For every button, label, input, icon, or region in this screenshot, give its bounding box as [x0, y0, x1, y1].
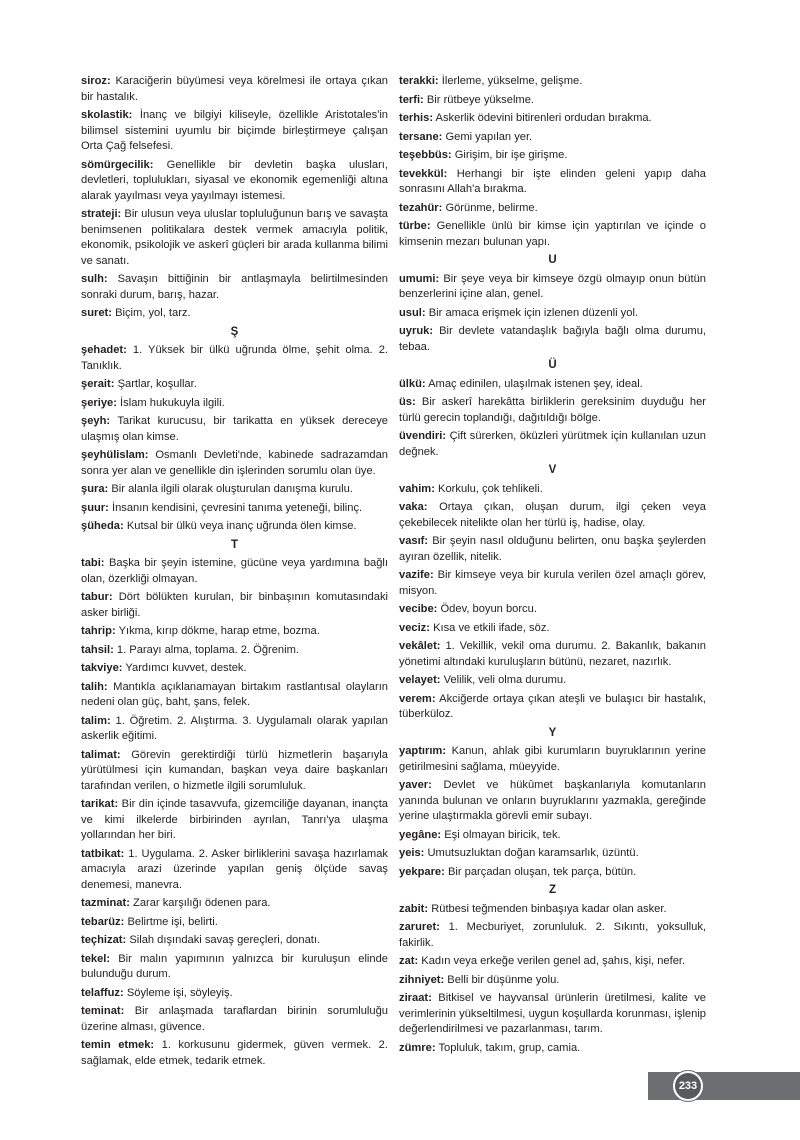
- entry-definition: 1. Parayı alma, toplama. 2. Öğrenim.: [116, 643, 299, 656]
- glossary-entry: [81, 624, 388, 640]
- page-number-badge: [672, 1070, 704, 1102]
- entry-term: vasıf:: [399, 535, 429, 547]
- glossary-entry: [81, 519, 388, 535]
- entry-definition: Velilik, veli olma durumu.: [443, 674, 567, 686]
- entry-term: türbe:: [399, 220, 431, 232]
- page-number: 233: [675, 1073, 701, 1099]
- glossary-entry: [81, 952, 388, 983]
- glossary-entry: [81, 306, 388, 322]
- glossary-entry: [81, 915, 388, 931]
- entry-definition: Görevin gerektirdiği türlü hizmetlerin başarıyla yürütülmesi için kumandan, başkan veya daire başkanları tarafından verilen, o hizmetle ilgili sorumluluk.: [81, 748, 388, 792]
- entry-definition: 1. Yüksek bir ülkü uğrunda ölme, şehit olma. 2. Tanıklık.: [81, 344, 388, 372]
- entry-term: şura:: [81, 483, 109, 495]
- entry-definition: İslam hukukuyla ilgili.: [120, 396, 225, 409]
- entry-term: talimat:: [81, 748, 121, 761]
- glossary-entry: [81, 414, 388, 445]
- entry-term: teşebbüs:: [399, 149, 452, 161]
- glossary-entry: [81, 158, 388, 205]
- entry-definition: Tarikat kurucusu, bir tarikatta en yüksek dereceye ulaşmış olan kimse.: [81, 415, 388, 443]
- entry-term: teçhizat:: [81, 934, 127, 946]
- entry-definition: Girişim, bir işe girişme.: [454, 149, 568, 161]
- entry-term: yeis:: [399, 847, 425, 859]
- entry-term: takviye:: [81, 662, 123, 674]
- glossary-entry: [399, 130, 706, 146]
- letter-heading: Y: [548, 726, 557, 739]
- entry-term: vahim:: [399, 482, 435, 495]
- entry-term: şehadet:: [81, 344, 127, 356]
- entry-definition: Bitkisel ve hayvansal ürünlerin üretilmesi, kalite ve verimlerinin yükseltilmesi, uygun koşullarda korunması, işlenip değerlendirilmesi ve pazarlanması, tarım.: [399, 992, 706, 1035]
- entry-term: tahrip:: [81, 625, 116, 637]
- glossary-entry: [399, 534, 706, 565]
- entry-term: tazminat:: [81, 897, 130, 909]
- entry-term: tatbikat:: [81, 847, 125, 860]
- entry-definition: Başka bir şeyin istemine, gücüne veya yardımına bağlı olan, özerkliği olmayan.: [81, 557, 388, 585]
- entry-term: zihniyet:: [399, 973, 445, 986]
- entry-definition: Bir askerî harekâtta birliklerin gereksinim duyduğu her türlü gerecin toplandığı, dağıtıldığı bölge.: [399, 396, 706, 424]
- glossary-entry: [81, 847, 388, 894]
- glossary-entry: [399, 991, 706, 1038]
- entry-definition: Bir şeye veya bir kimseye özgü olmayıp onun bütün benzerlerini içine alan, genel.: [399, 272, 706, 300]
- glossary-entry: [399, 673, 706, 689]
- letter-heading: Ü: [548, 359, 557, 371]
- glossary-entry: [399, 902, 706, 918]
- entry-definition: Görünme, belirme.: [445, 201, 538, 214]
- entry-term: temin etmek:: [81, 1039, 155, 1051]
- entry-term: teminat:: [81, 1005, 125, 1017]
- entry-definition: 1. korkusunu gidermek, güven vermek. 2. sağlamak, elde etmek, tedarik etmek.: [81, 1039, 388, 1067]
- glossary-entry: [399, 93, 706, 109]
- entry-definition: Bir kimseye veya bir kurula verilen özel amaçlı görev, misyon.: [399, 569, 706, 597]
- entry-term: şeyhülislam:: [81, 449, 149, 461]
- entry-term: zümre:: [399, 1041, 436, 1054]
- entry-term: sulh:: [81, 273, 108, 285]
- glossary-entry: [399, 148, 706, 164]
- entry-definition: Kanun, ahlak gibi kurumların buyruklarının yerine getirilmesini sağlama, müeyyide.: [399, 745, 706, 773]
- entry-term: yaver:: [399, 779, 432, 791]
- entry-term: vazife:: [399, 569, 434, 581]
- entry-term: şüheda:: [81, 520, 124, 532]
- entry-definition: Çift sürerken, öküzleri yürütmek için kullanılan uzun değnek.: [399, 430, 706, 458]
- entry-definition: Kısa ve etkili ifade, söz.: [433, 621, 550, 634]
- entry-term: ülkü:: [399, 377, 426, 390]
- entry-term: zat:: [399, 955, 419, 967]
- glossary-entry: [81, 714, 388, 745]
- entry-definition: Belirtme işi, belirti.: [127, 915, 218, 928]
- entry-definition: Rütbesi teğmenden binbaşıya kadar olan asker.: [431, 902, 667, 915]
- glossary-entry: [399, 395, 706, 426]
- footer-band: [648, 1072, 800, 1100]
- glossary-entry: [399, 377, 706, 393]
- glossary-entry: [399, 111, 706, 127]
- entry-term: ziraat:: [399, 992, 432, 1004]
- letter-heading: Ş: [230, 325, 239, 338]
- glossary-entry: [399, 602, 706, 618]
- letter-heading: V: [548, 464, 557, 476]
- glossary-entry: [399, 744, 706, 775]
- glossary-entry: [399, 865, 706, 881]
- entry-definition: Akciğerde ortaya çıkan ateşli ve bulaşıcı bir hastalık, tüberküloz.: [399, 692, 706, 720]
- glossary-entry: [81, 986, 388, 1002]
- entry-term: şeyh:: [81, 415, 111, 427]
- glossary-entry: [399, 306, 706, 322]
- glossary-entry: [81, 590, 388, 621]
- glossary-entry: [399, 74, 706, 90]
- glossary-page: [81, 74, 729, 1084]
- glossary-entry: [81, 396, 388, 412]
- entry-term: tebarüz:: [81, 915, 125, 928]
- glossary-entry: [81, 377, 388, 393]
- glossary-entry: [399, 954, 706, 970]
- entry-term: vecibe:: [399, 603, 438, 615]
- letter-heading: U: [548, 254, 557, 266]
- entry-definition: Eşi olmayan biricik, tek.: [444, 828, 561, 841]
- glossary-entry: [81, 643, 388, 659]
- entry-term: tezahür:: [399, 201, 443, 214]
- entry-definition: İnanç ve bilgiyi kiliseyle, özellikle Aristotales'in bilimsel sistemini uyumlu bir biçimde birleştirmeye çalışan Orta Çağ felsefesi.: [81, 109, 388, 152]
- entry-term: siroz:: [81, 75, 111, 87]
- entry-term: tersane:: [399, 130, 443, 143]
- glossary-entry: [81, 797, 388, 844]
- entry-definition: Osmanlı Devleti'nde, kabinede sadrazamdan sonra yer alan ve genellikle din işlerinden sorumlu olan üye.: [81, 449, 388, 477]
- entry-definition: Ödev, boyun borcu.: [440, 603, 537, 615]
- entry-definition: Genellikle bir devletin başka ulusları, devletleri, toplulukları, siyasal ve ekonomik egemenliği altına alarak yayılması veya yayılmayı istemesi.: [81, 158, 388, 202]
- glossary-entry: [81, 74, 388, 105]
- glossary-entry: [399, 692, 706, 723]
- entry-definition: Söyleme işi, söyleyiş.: [126, 986, 233, 999]
- glossary-entry: [81, 680, 388, 711]
- entry-term: terhis:: [399, 112, 434, 124]
- glossary-entry: [81, 448, 388, 479]
- entry-definition: Bir ulusun veya uluslar topluluğunun barış ve savaşta benimsenen politikalara destek vermek amacıyla politik, ekonomik, psikolojik ve askerî güçleri bir arada kullanma bilimi ve sanatı.: [81, 208, 388, 267]
- entry-definition: Topluluk, takım, grup, camia.: [438, 1041, 581, 1054]
- entry-definition: Bir amaca erişmek için izlenen düzenli yol.: [428, 306, 639, 319]
- entry-definition: Savaşın bittiğinin bir antlaşmayla belirtilmesinden sonraki durum, barış, hazar.: [81, 273, 388, 301]
- entry-definition: Devlet ve hükûmet başkanlarıyla komutanların yanında bulunan ve onların buyruklarını yazmakla, gereğinde yerine ulaştırmakla görevli emir subayı.: [399, 779, 706, 822]
- entry-definition: İlerleme, yükselme, gelişme.: [441, 75, 583, 87]
- entry-definition: Yardımcı kuvvet, destek.: [125, 662, 247, 674]
- glossary-entry: [81, 1004, 388, 1035]
- entry-definition: Bir rütbeye yükselme.: [426, 93, 534, 106]
- letter-heading: Z: [548, 884, 557, 896]
- entry-term: üs:: [399, 396, 416, 408]
- entry-definition: Belli bir düşünme yolu.: [447, 973, 560, 986]
- glossary-entry: [399, 429, 706, 460]
- entry-term: şeriye:: [81, 396, 117, 409]
- entry-term: zaruret:: [399, 921, 440, 933]
- entry-definition: Bir din içinde tasavvufa, gizemciliğe dayanan, inançta ve kimi ilkelerde birbirinden ayrılan, Tanrı'ya ulaşma yollarından her biri.: [81, 798, 388, 841]
- entry-term: umumi:: [399, 272, 440, 285]
- entry-definition: Silah dışındaki savaş gereçleri, donatı.: [129, 934, 321, 946]
- entry-term: şuur:: [81, 501, 109, 514]
- entry-term: veciz:: [399, 621, 430, 634]
- entry-definition: Bir devlete vatandaşlık bağıyla bağlı olma durumu, tebaa.: [399, 325, 706, 353]
- glossary-entry: [81, 343, 388, 374]
- entry-definition: Karaciğerin büyümesi veya körelmesi ile ortaya çıkan bir hastalık.: [81, 75, 388, 103]
- entry-term: yegâne:: [399, 828, 442, 841]
- glossary-entry: [81, 108, 388, 155]
- glossary-entry: [399, 1041, 706, 1057]
- entry-term: velayet:: [399, 674, 441, 686]
- entry-definition: Korkulu, çok tehlikeli.: [438, 482, 543, 495]
- glossary-entry: [399, 973, 706, 989]
- entry-definition: Yıkma, kırıp dökme, harap etme, bozma.: [118, 625, 320, 637]
- entry-definition: Biçim, yol, tarz.: [115, 307, 191, 319]
- entry-definition: 1. Öğretim. 2. Alıştırma. 3. Uygulamalı olarak yapılan askerlik eğitimi.: [81, 714, 388, 742]
- entry-term: yekpare:: [399, 865, 445, 878]
- glossary-entry: [81, 896, 388, 912]
- glossary-entry: [399, 201, 706, 217]
- entry-term: tevekkül:: [399, 167, 448, 180]
- entry-definition: Bir şeyin nasıl olduğunu belirten, onu başka şeylerden ayıran özellik, nitelik.: [399, 535, 706, 563]
- glossary-entry: [81, 207, 388, 269]
- glossary-entry: [399, 778, 706, 825]
- entry-term: tabi:: [81, 557, 105, 569]
- entry-term: terfi:: [399, 93, 424, 106]
- entry-term: strateji:: [81, 208, 122, 220]
- glossary-entry: [399, 828, 706, 844]
- entry-definition: 1. Uygulama. 2. Asker birliklerini savaşa hazırlamak amacıyla arazi üzerinde yapılan geniş ölçüde savaş denemesi, manevra.: [81, 847, 388, 891]
- entry-term: terakki:: [399, 75, 439, 87]
- entry-definition: Kadın veya erkeğe verilen genel ad, şahıs, kişi, nefer.: [421, 955, 686, 967]
- entry-term: usul:: [399, 306, 426, 319]
- entry-term: suret:: [81, 307, 112, 319]
- entry-definition: Bir malın yapımının yalnızca bir kuruluşun elinde bulunduğu durum.: [81, 952, 388, 980]
- entry-term: tekel:: [81, 952, 111, 965]
- entry-term: telaffuz:: [81, 986, 124, 999]
- glossary-entry: [81, 272, 388, 303]
- entry-term: verem:: [399, 692, 436, 705]
- glossary-entry: [81, 1038, 388, 1069]
- glossary-entry: [81, 661, 388, 677]
- entry-definition: Herhangi bir işte elinden geleni yapıp daha sonrasını Allah'a bırakma.: [399, 167, 706, 195]
- glossary-entry: [81, 501, 388, 517]
- glossary-entry: [399, 568, 706, 599]
- glossary-entry: [399, 324, 706, 355]
- entry-definition: Şartlar, koşullar.: [117, 378, 197, 390]
- entry-definition: Gemi yapılan yer.: [445, 130, 533, 143]
- entry-definition: Askerlik ödevini bitirenleri ordudan bırakma.: [435, 112, 652, 124]
- glossary-entry: [81, 933, 388, 949]
- entry-definition: İnsanın kendisini, çevresini tanıma yeteneği, bilinç.: [111, 501, 363, 514]
- glossary-entry: [81, 556, 388, 587]
- entry-definition: Ortaya çıkan, oluşan durum, ilgi çeken veya çekebilecek nitelikte olan her türlü iş, hadise, olay.: [399, 501, 706, 529]
- entry-term: zabit:: [399, 902, 429, 915]
- entry-definition: Kutsal bir ülkü veya inanç uğrunda ölen kimse.: [126, 520, 357, 532]
- glossary-entry: [81, 748, 388, 795]
- entry-term: skolastik:: [81, 109, 133, 121]
- glossary-entry: [399, 920, 706, 951]
- entry-term: üvendiri:: [399, 430, 447, 442]
- glossary-entry: [399, 500, 706, 531]
- glossary-entry: [399, 272, 706, 303]
- entry-term: sömürgecilik:: [81, 158, 154, 171]
- entry-term: şerait:: [81, 378, 115, 390]
- glossary-entry: [81, 482, 388, 498]
- glossary-column-right: [399, 74, 706, 1059]
- entry-term: tarikat:: [81, 798, 119, 810]
- entry-term: uyruk:: [399, 325, 434, 337]
- entry-definition: Mantıkla açıklanamayan birtakım rastlantısal olayların nedeni olan güç, baht, şans, felek.: [81, 680, 388, 708]
- entry-term: talim:: [81, 714, 111, 727]
- entry-term: talih:: [81, 680, 108, 693]
- entry-definition: Bir alanla ilgili olarak oluşturulan danışma kurulu.: [111, 483, 353, 495]
- entry-definition: Bir parçadan oluşan, tek parça, bütün.: [447, 865, 637, 878]
- entry-term: vaka:: [399, 501, 428, 513]
- glossary-entry: [399, 846, 706, 862]
- entry-definition: 1. Vekillik, vekil oma durumu. 2. Bakanlık, bakanın yönetimi altındaki kuruluşların bütünü, nezaret, nazırlık.: [399, 640, 706, 668]
- glossary-entry: [399, 219, 706, 250]
- glossary-entry: [399, 482, 706, 498]
- glossary-column-left: [81, 74, 388, 1072]
- glossary-entry: [399, 639, 706, 670]
- entry-term: yaptırım:: [399, 745, 447, 757]
- letter-heading: T: [230, 538, 239, 551]
- entry-term: tahsil:: [81, 643, 114, 656]
- entry-definition: Dört bölükten kurulan, bir binbaşının komutasındaki asker birliği.: [81, 591, 388, 619]
- glossary-entry: [399, 621, 706, 637]
- entry-definition: Genellikle ünlü bir kimse için yaptırılan ve içinde o kimsenin mezarı bulunan yapı.: [399, 220, 706, 248]
- entry-term: tabur:: [81, 591, 113, 603]
- entry-definition: Amaç edinilen, ulaşılmak istenen şey, ideal.: [428, 377, 643, 390]
- entry-definition: 1. Mecburiyet, zorunluluk. 2. Sıkıntı, yoksulluk, fakirlik.: [399, 921, 706, 949]
- entry-definition: Bir anlaşmada taraflardan birinin sorumluluğu üzerine alması, güvence.: [81, 1005, 388, 1033]
- entry-definition: Zarar karşılığı ödenen para.: [133, 897, 271, 909]
- glossary-entry: [399, 167, 706, 198]
- entry-definition: Umutsuzluktan doğan karamsarlık, üzüntü.: [427, 847, 639, 859]
- entry-term: vekâlet:: [399, 640, 441, 652]
